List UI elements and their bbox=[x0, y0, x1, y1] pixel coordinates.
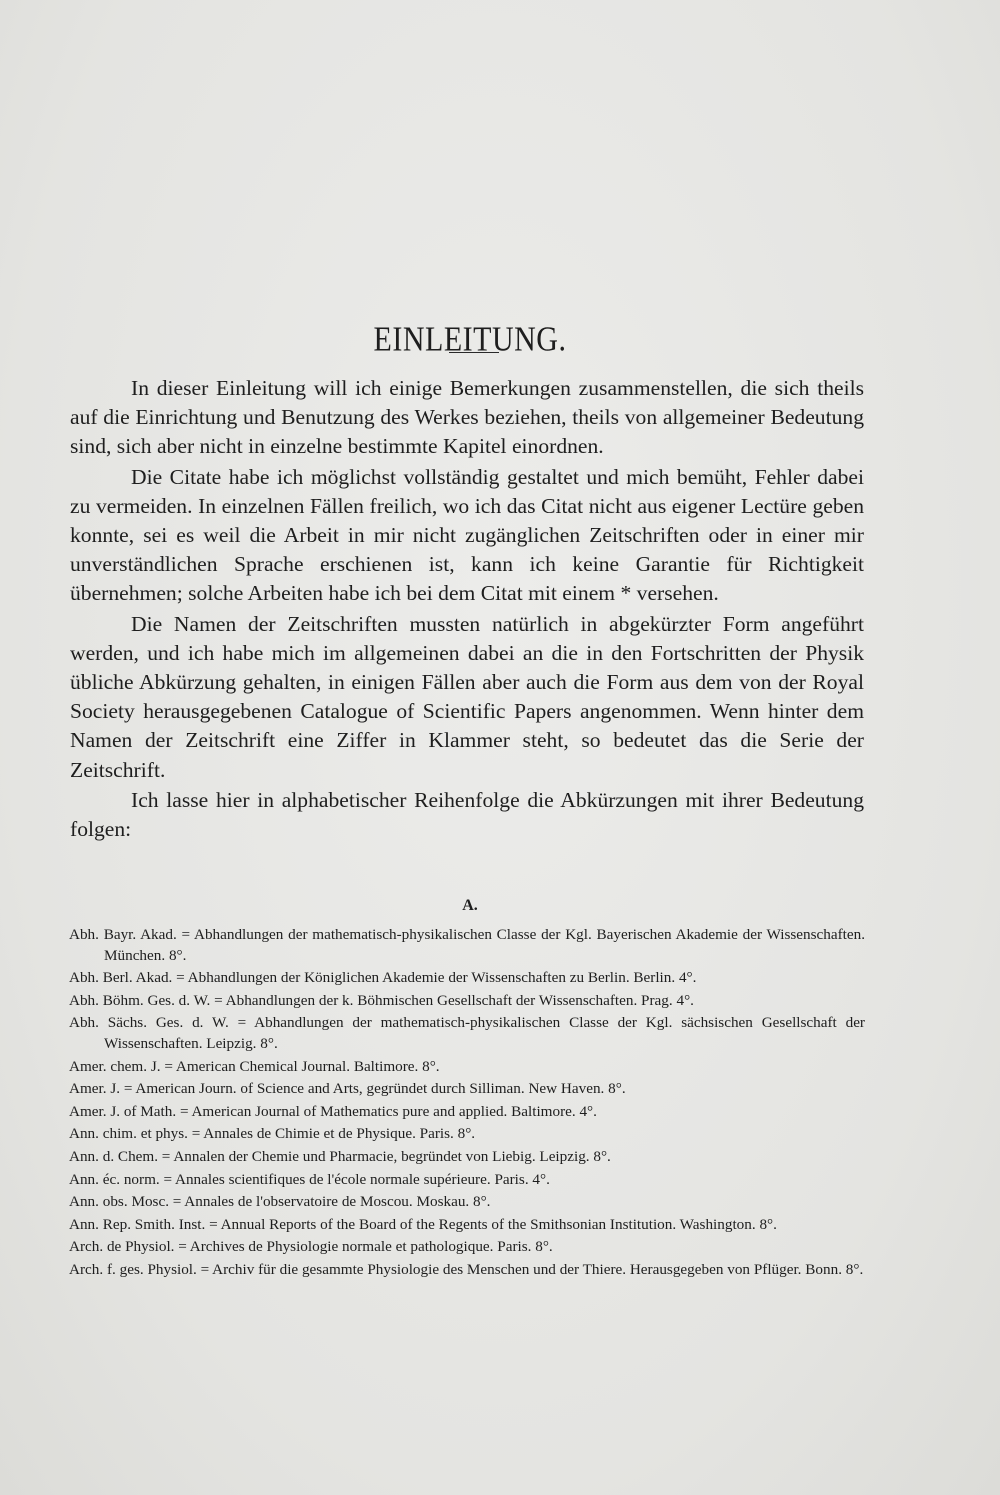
abbreviation-entry: Amer. J. = American Journ. of Science and Arts, gegründet durch Silliman. New Haven. 8°. bbox=[69, 1080, 626, 1098]
section-letter: A. bbox=[462, 897, 478, 914]
abbreviation-entry: Arch. de Physiol. = Archives de Physiologie normale et pathologique. Paris. 8°. bbox=[69, 1238, 553, 1256]
abbreviation-entry: Abh. Bayr. Akad. = Abhandlungen der mathematisch-physikalischen Classe der Kgl. Bayerischen Akademie der Wissenschaften. München. 8°. bbox=[69, 926, 865, 964]
abbreviation-entry: Ann. éc. norm. = Annales scientifiques de l'école normale supérieure. Paris. 4°. bbox=[69, 1170, 550, 1188]
abbreviation-entry: Ann. obs. Mosc. = Annales de l'observatoire de Moscou. Moskau. 8°. bbox=[69, 1193, 491, 1211]
page-title: EINLEITUNG. bbox=[373, 320, 567, 360]
abbreviation-entry: Ann. Rep. Smith. Inst. = Annual Reports of the Board of the Regents of the Smithsonian Institution. Washington. 8°. bbox=[69, 1215, 777, 1233]
abbreviation-entry: Abh. Berl. Akad. = Abhandlungen der Königlichen Akademie der Wissenschaften zu Berlin. Berlin. 4°. bbox=[69, 969, 697, 987]
intro-paragraph: Die Citate habe ich möglichst vollständig gestaltet und mich bemüht, Fehler dabei zu vermeiden. In einzelnen Fällen freilich, wo ich das Citat nicht aus eigener Lectüre geben konnte, sei es weil die Arbeit in mir nicht zugänglichen Zeitschriften oder in einer mir unverständlichen Sprache erschienen ist, kann ich keine Garantie für Richtigkeit übernehmen; solche Arbeiten habe ich bei dem Citat mit einem * versehen. bbox=[70, 464, 864, 606]
abbreviation-entry: Ann. d. Chem. = Annalen der Chemie und Pharmacie, begründet von Liebig. Leipzig. 8°. bbox=[69, 1147, 611, 1165]
introduction-text bbox=[70, 374, 864, 844]
title-rule bbox=[449, 352, 499, 353]
intro-paragraph: Ich lasse hier in alphabetischer Reihenfolge die Abkürzungen mit ihrer Bedeutung folgen: bbox=[70, 787, 864, 842]
abbreviation-entry: Ann. chim. et phys. = Annales de Chimie et de Physique. Paris. 8°. bbox=[69, 1125, 476, 1143]
intro-paragraph: In dieser Einleitung will ich einige Bemerkungen zusammenstellen, die sich theils auf die Einrichtung und Benutzung des Werkes beziehen, theils von allgemeiner Bedeutung sind, sich aber nicht in einzelne bestimmte Kapitel einordnen. bbox=[70, 376, 864, 459]
abbreviation-list bbox=[69, 925, 865, 1283]
abbreviation-entry: Abh. Böhm. Ges. d. W. = Abhandlungen der k. Böhmischen Gesellschaft der Wissenschaften. Prag. 4°. bbox=[69, 991, 694, 1009]
abbreviation-entry: Amer. chem. J. = American Chemical Journal. Baltimore. 8°. bbox=[69, 1057, 440, 1075]
abbreviation-entry: Amer. J. of Math. = American Journal of Mathematics pure and applied. Baltimore. 4°. bbox=[69, 1102, 597, 1120]
abbreviation-entry: Abh. Sächs. Ges. d. W. = Abhandlungen der mathematisch-physikalischen Classe der Kgl. sächsischen Gesellschaft der Wissenschaften. Leipzig. 8°. bbox=[69, 1014, 865, 1052]
abbreviation-entry: Arch. f. ges. Physiol. = Archiv für die gesammte Physiologie des Menschen und der Thiere. Herausgegeben von Pflüger. Bonn. 8°. bbox=[69, 1260, 864, 1278]
intro-paragraph: Die Namen der Zeitschriften mussten natürlich in abgekürzter Form angeführt werden, und ich habe mich im allgemeinen dabei an die in den Fortschritten der Physik übliche Abkürzung gehalten, in einigen Fällen aber auch die Form aus dem von der Royal Society herausgegebenen Catalogue of Scientific Papers angenommen. Wenn hinter dem Namen der Zeitschrift eine Ziffer in Klammer steht, so bedeutet das die Serie der Zeitschrift. bbox=[70, 611, 864, 782]
